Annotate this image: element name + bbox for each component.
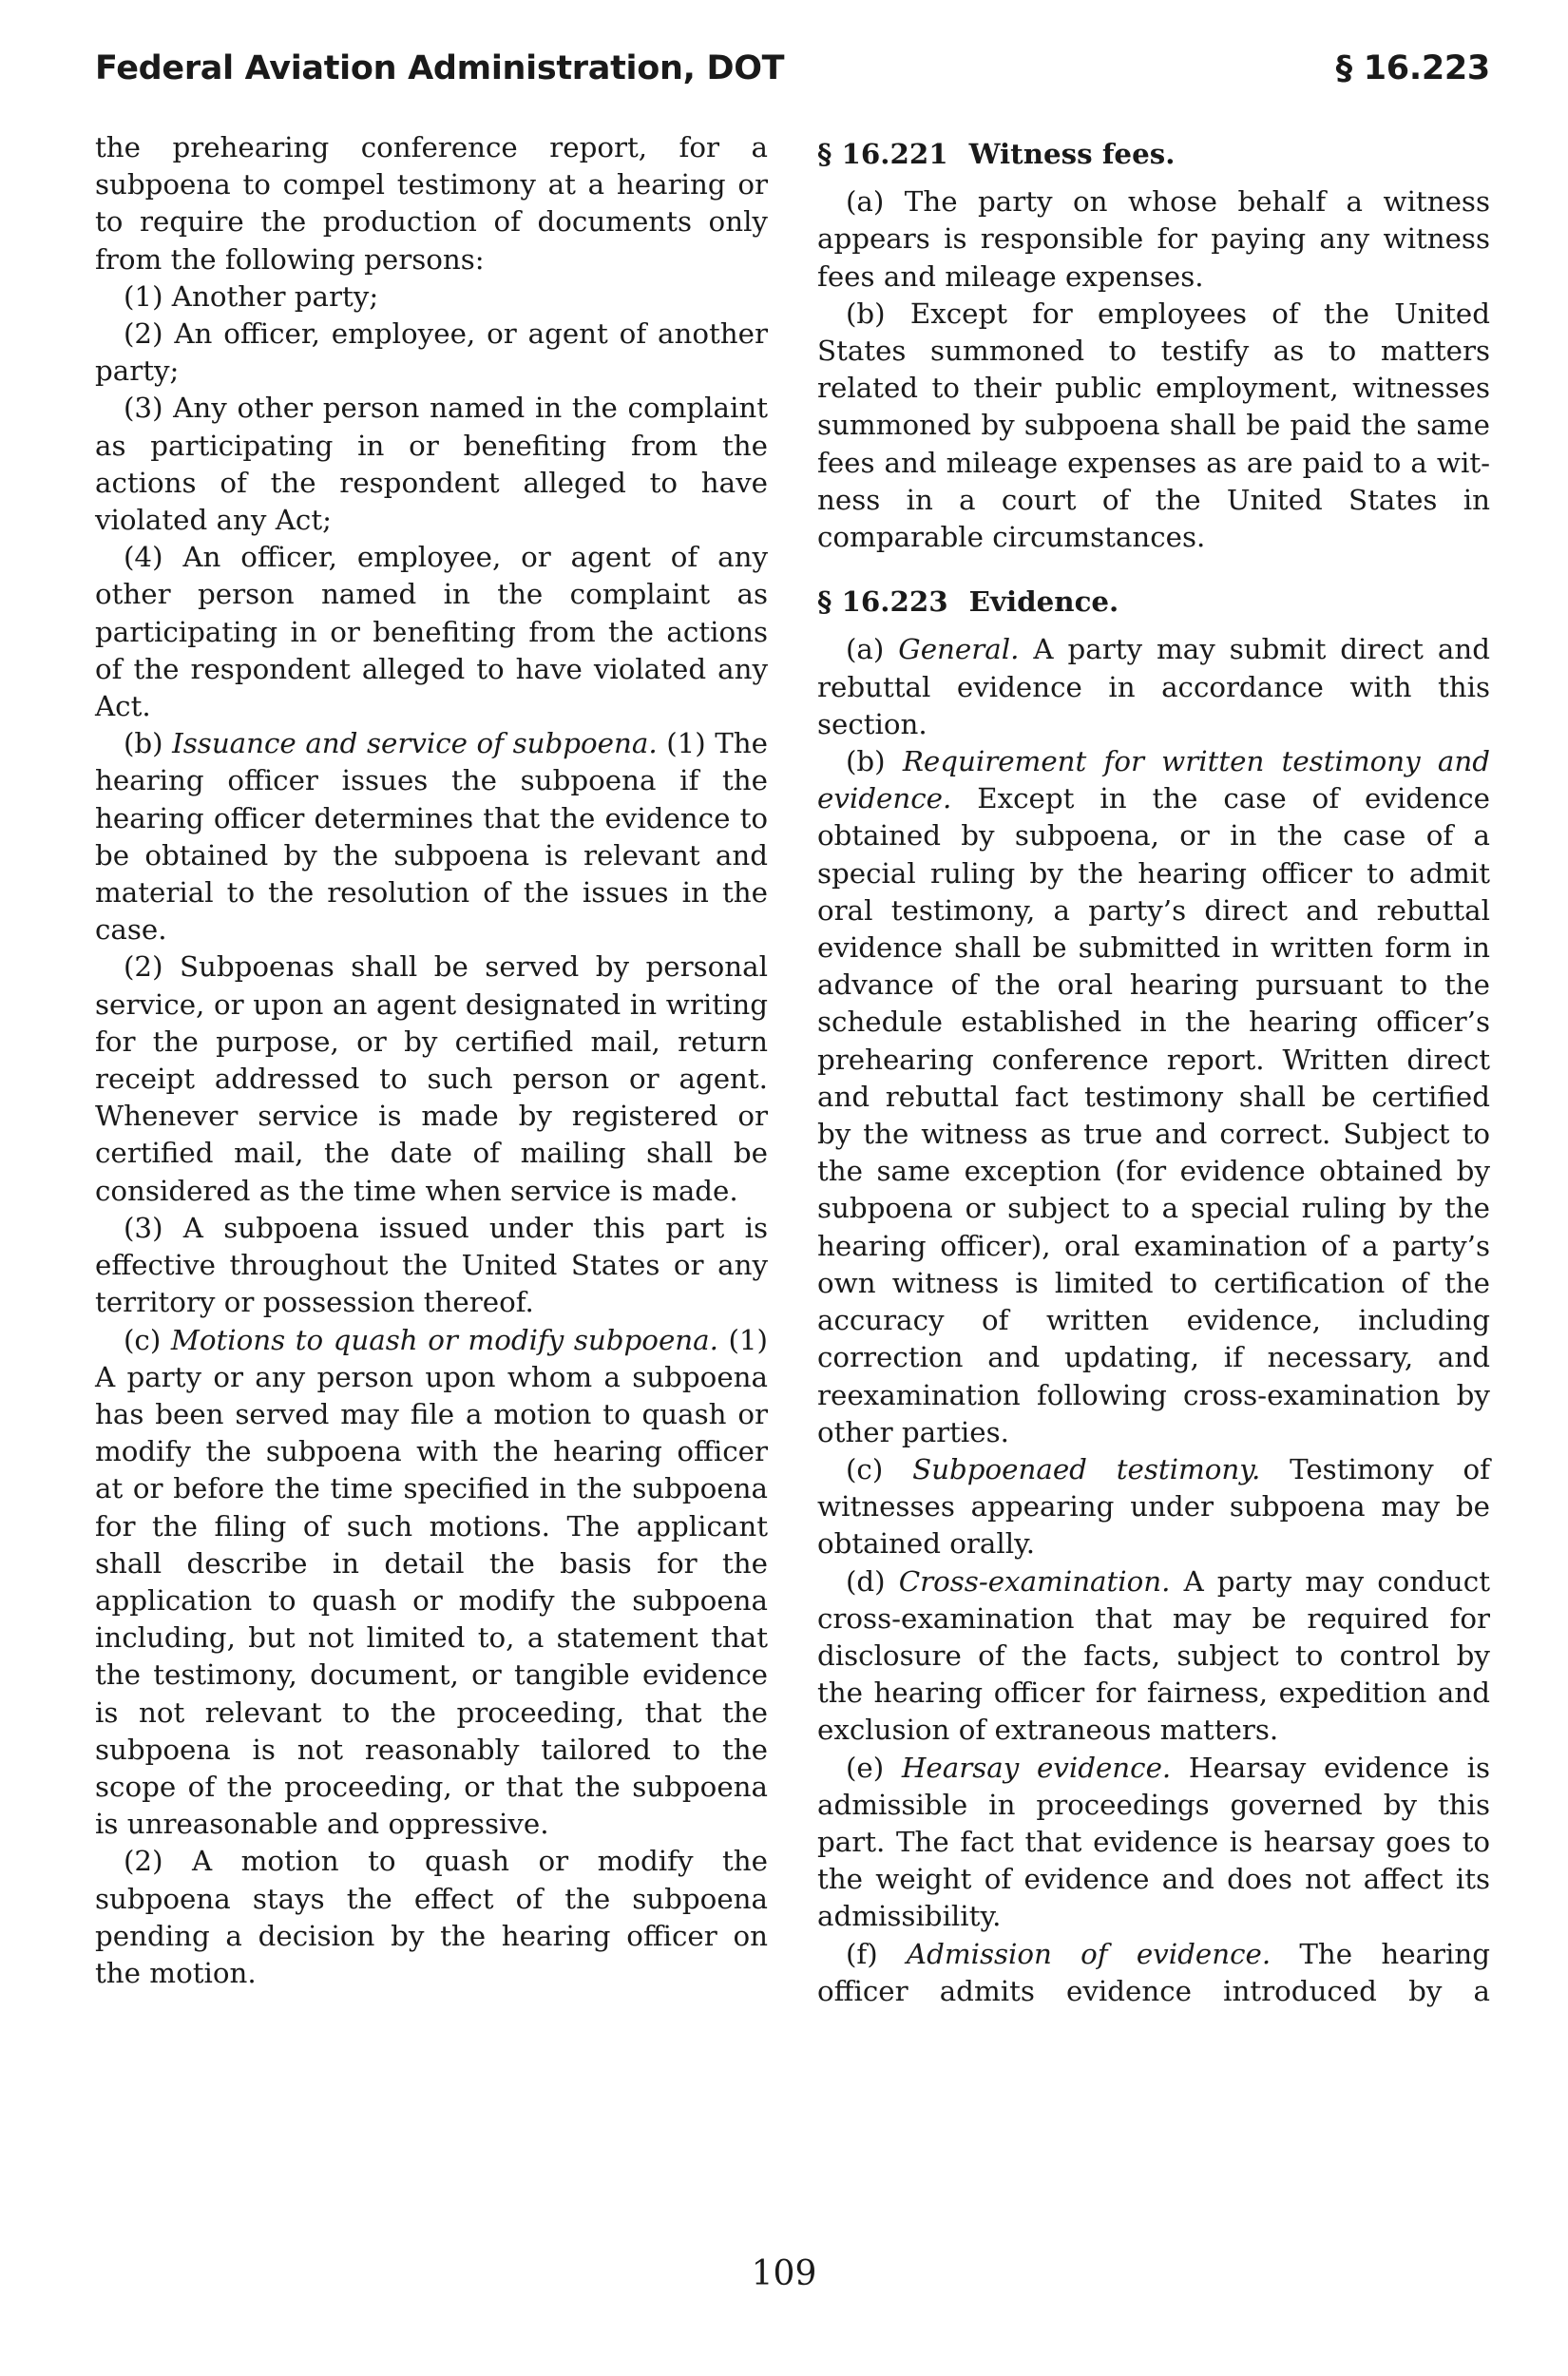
page-number: 109 — [751, 2254, 817, 2293]
paragraph-heading: Subpoenaed testimony. — [912, 1452, 1261, 1485]
running-header — [95, 49, 1490, 106]
left-column — [95, 129, 768, 1992]
paragraph-heading: Requirement for written testimony and evidence. — [817, 745, 1490, 815]
paragraph-heading: Admission of evidence. — [906, 1937, 1272, 1970]
paragraph: (2) An officer, employee, or agent of another party; — [95, 317, 768, 388]
paragraph-heading: Hearsay evidence. — [901, 1751, 1172, 1784]
paragraph-text: The hearing officer admits evidence introduced by a — [817, 1937, 1490, 2007]
paragraph-prefix: (a) — [846, 633, 899, 666]
paragraph-prefix: (c) — [846, 1452, 913, 1485]
paragraph-heading: Issuance and service of subpoena. — [172, 727, 658, 760]
paragraph-heading: General. — [898, 633, 1020, 666]
paragraph-text: A party may conduct cross-examination that may be required for disclosure of the facts, subject to control by the hearing officer for fairness, expedition and exclusion of extraneous matters. — [817, 1564, 1490, 1747]
header-agency-title: Federal Aviation Administration, DOT — [95, 49, 785, 87]
paragraph — [817, 631, 1490, 743]
paragraph — [817, 1563, 1490, 1750]
paragraph-heading: Motions to quash or modify subpoena. — [170, 1323, 718, 1356]
paragraph-text: (1) The hearing officer issues the subpoena if the hearing officer determines that the evidence to be obtained by the subpoena is relevant and material to the resolution of the issues in the case. — [95, 727, 768, 947]
paragraph-text: Hearsay evidence is admissible in proceedings governed by this part. The fact that evidence is hearsay goes to the weight of evidence and does not affect its admissibility. — [817, 1751, 1491, 1933]
paragraph: (b) Except for employees of the United States summoned to testify as to matters related to their public employment, witnesses summoned by subpoena shall be paid the same fees and mileage expenses as are paid to a witness in a court of the United States in comparable circumstances. — [817, 297, 1490, 554]
paragraph: (3) A subpoena issued under this part is effective throughout the United States or any territory or possession thereof. — [95, 1211, 768, 1319]
paragraph-text: Testimony of witnesses appearing under subpoena may be obtained orally. — [817, 1452, 1490, 1561]
paragraph-heading: Cross-examination. — [898, 1564, 1171, 1598]
right-column — [817, 129, 1490, 2010]
section-heading-16-221 — [817, 135, 1490, 172]
paragraph — [817, 1451, 1490, 1563]
section-title: Evidence. — [968, 584, 1119, 619]
header-section-number: § 16.223 — [1335, 49, 1490, 87]
paragraph — [817, 743, 1490, 1451]
paragraph — [817, 1750, 1490, 1936]
paragraph-prefix: (c) — [124, 1323, 171, 1356]
paragraph-prefix: (e) — [846, 1751, 902, 1784]
paragraph — [817, 1936, 1490, 2010]
paragraph-text: (1) A party or any person upon whom a subpoena has been served may file a motion to quash or modify the subpoena with the hearing officer at or before the time specified in the subpoena for the filing of such motions. The applicant shall describe in detail the basis for the application to quash or modify the subpoena including, but not limited to, a statement that the testimony, document, or tangible evidence is not relevant to the proceeding, that the subpoena is not reasonably tailored to the scope of the proceeding, or that the subpoena is unreasonable and oppressive. — [95, 1323, 768, 1841]
paragraph: (1) Another party; — [124, 279, 379, 313]
paragraph: (3) Any other person named in the complaint as participating in or benefiting from the actions of the respondent alleged to have violated any Act; — [95, 392, 768, 537]
paragraph-prefix: (b) — [124, 727, 173, 760]
paragraph-text: A party may submit direct and rebuttal evidence in accordance with this section. — [817, 633, 1491, 740]
section-title: Witness fees. — [968, 137, 1176, 170]
paragraph: (a) The party on whose behalf a witness appears is responsible for paying any witness fees and mileage expenses. — [817, 185, 1490, 293]
paragraph-prefix: (f) — [846, 1937, 907, 1970]
paragraph — [95, 1322, 768, 1844]
paragraph: the prehearing conference report, for a subpoena to compel testimony at a hearing or to require the production of documents only from the following persons: — [95, 131, 768, 276]
paragraph: (2) A motion to quash or modify the subpoena stays the effect of the subpoena pending a decision by the hearing officer on the motion. — [95, 1845, 768, 1989]
paragraph: (4) An officer, employee, or agent of any other person named in the complaint as participating in or benefiting from the actions of the respondent alleged to have violated any Act. — [95, 541, 768, 723]
section-number: § 16.223 — [817, 584, 948, 619]
paragraph-prefix: (d) — [846, 1564, 899, 1598]
section-heading-16-223 — [817, 583, 1490, 620]
section-number: § 16.221 — [817, 137, 948, 170]
paragraph-text: Except in the case of evidence obtained by subpoena, or in the case of a special ruling by the hearing officer to admit oral testimony, a party’s direct and rebuttal evidence shall be submitted in written form in advance of the oral hearing pursuant to the schedule established in the hearing officer’s prehearing conference report. Written direct and rebuttal fact testimony shall be certified by the witness as true and correct. Subject to the same exception (for evidence obtained by subpoena or subject to a special ruling by the hearing officer), oral examination of a party’s own witness is limited to certification of the accuracy of written evidence, including correction and updating, if necessary, and reexamination following cross-examination by other parties. — [817, 782, 1490, 1448]
paragraph: (2) Subpoenas shall be served by personal service, or upon an agent designated in writing for the purpose, or by certified mail, return receipt addressed to such person or agent. Whenever service is made by registered or certified mail, the date of mailing shall be considered as the time when service is made. — [95, 950, 768, 1207]
paragraph-prefix: (b) — [846, 745, 903, 778]
paragraph — [95, 725, 768, 948]
